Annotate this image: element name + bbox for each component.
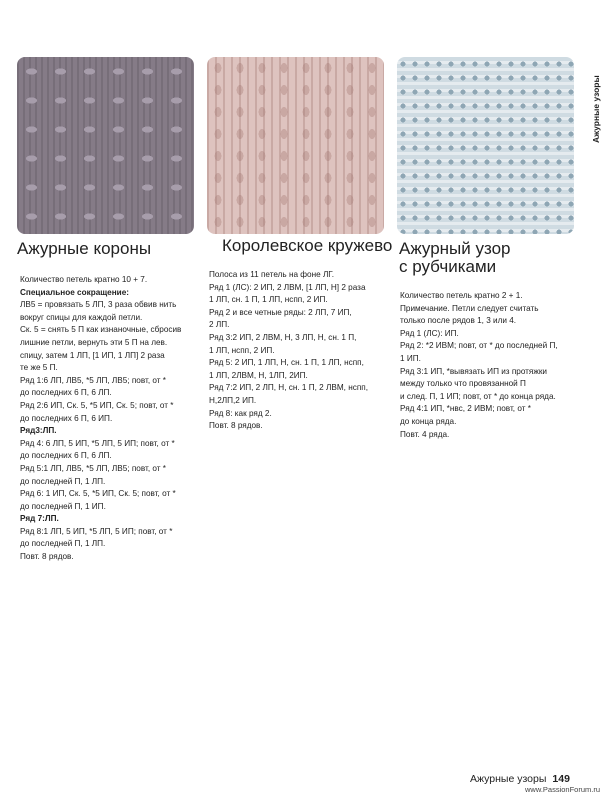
instruction-line: Ряд 5:1 ЛП, ЛВ5, *5 ЛП, ЛВ5; повт, от * <box>20 463 166 473</box>
instruction-line: Специальное сокращение: <box>20 287 129 297</box>
instruction-line: Ряд 6: 1 ИП, Ск. 5, *5 ИП, Ск. 5; повт, от * <box>20 489 176 499</box>
instruction-line: Ряд3:ЛП. <box>20 426 57 436</box>
instruction-line: ЛВ5 = провязать 5 ЛП, 3 раза обвив нить <box>20 300 177 310</box>
instruction-line: Повт. 8 рядов. <box>209 421 263 431</box>
footer-section-label: Ажурные узоры <box>470 773 547 785</box>
pattern-title-ribbed-lace-line1: Ажурный узор <box>399 239 511 258</box>
instruction-line: Н,2ЛП,2 ИП. <box>209 395 257 405</box>
instruction-line: между только что провязанной П <box>400 379 526 389</box>
instruction-line: до последних 6 П, 6 ЛП. <box>20 451 112 461</box>
instruction-line: Ряд 1:6 ЛП, ЛВ5, *5 ЛП, ЛВ5; повт, от * <box>20 375 166 385</box>
instruction-line: до последней П, 1 ЛП. <box>20 476 106 486</box>
instruction-line: Ряд 8:1 ЛП, 5 ИП, *5 ЛП, 5 ИП; повт, от * <box>20 526 173 536</box>
instruction-line: Ряд 1 (ЛС): ИП. <box>400 328 459 338</box>
instruction-line: Повт. 8 рядов. <box>20 552 74 562</box>
instruction-line: лишние петли, вернуть эти 5 П на лев. <box>20 337 168 347</box>
instruction-line: Количество петель кратно 2 + 1. <box>400 291 523 300</box>
instruction-line: 1 ЛП, нспп, 2 ИП. <box>209 345 275 355</box>
instruction-line: 1 ЛП, 2ЛВМ, Н, 1ЛП, 2ИП. <box>209 370 308 380</box>
instruction-line: Ряд 2:6 ИП, Ск. 5, *5 ИП, Ск. 5; повт, от * <box>20 400 174 410</box>
pattern-title-crowns: Ажурные короны <box>17 239 152 258</box>
watermark: www.PassionForum.ru <box>525 785 601 794</box>
knit-swatch-photo-royal-lace <box>207 57 384 234</box>
pattern-instructions-crowns <box>20 274 181 564</box>
instruction-line: до последней П, 1 ЛП. <box>20 539 106 549</box>
instruction-line: спицу, затем 1 ЛП, [1 ИП, 1 ЛП] 2 раза <box>20 350 165 360</box>
knit-swatch-photo-ribbed-lace <box>397 57 574 234</box>
instruction-line: Ряд 7:2 ИП, 2 ЛП, Н, сн. 1 П, 2 ЛВМ, нспп, <box>209 383 368 393</box>
instruction-line: Ряд 8: как ряд 2. <box>209 408 272 418</box>
instruction-line: Ряд 2: *2 ИВМ; повт, от * до последней П, <box>400 341 558 351</box>
instruction-line: Ск. 5 = снять 5 П как изнаночные, сбросив <box>20 325 182 335</box>
instruction-line: 1 ИП. <box>400 353 421 363</box>
instruction-line: до последних 6 П, 6 ИП. <box>20 413 113 423</box>
instruction-line: Примечание. Петли следует считать <box>400 303 539 313</box>
instruction-line: 1 ЛП, сн. 1 П, 1 ЛП, нспп, 2 ИП. <box>209 295 328 305</box>
instruction-line: 2 ЛП. <box>209 320 230 330</box>
instruction-line: Ряд 5: 2 ИП, 1 ЛП, Н, сн. 1 П, 1 ЛП, нспп, <box>209 358 364 368</box>
instruction-line: только после рядов 1, 3 или 4. <box>400 316 517 326</box>
pattern-title-royal-lace: Королевское кружево <box>222 236 393 255</box>
page-footer <box>470 773 570 785</box>
instruction-line: Количество петель кратно 10 + 7. <box>20 275 148 284</box>
instruction-line: и след. П, 1 ИП; повт, от * до конца ряда. <box>400 391 556 401</box>
instruction-line: Ряд 1 (ЛС): 2 ИП, 2 ЛВМ, [1 ЛП, Н] 2 раза <box>209 282 366 292</box>
pattern-instructions-royal-lace <box>209 269 368 433</box>
instruction-line: те же 5 П. <box>20 363 58 373</box>
instruction-line: до последних 6 П, 6 ЛП. <box>20 388 112 398</box>
pattern-instructions-ribbed-lace <box>400 290 558 441</box>
knit-swatch-photo-crowns <box>17 57 194 234</box>
instruction-line: до последней П, 1 ИП. <box>20 501 106 511</box>
instruction-line: Ряд 3:2 ИП, 2 ЛВМ, Н, 3 ЛП, Н, сн. 1 П, <box>209 332 357 342</box>
instruction-line: Ряд 4:1 ИП, *нвс, 2 ИВМ; повт, от * <box>400 404 531 414</box>
instruction-line: Ряд 7:ЛП. <box>20 514 59 524</box>
instruction-line: Ряд 3:1 ИП, *вывязать ИП из протяжки <box>400 366 548 376</box>
pattern-title-ribbed-lace-line2: с рубчиками <box>399 257 497 276</box>
instruction-line: Ряд 4: 6 ЛП, 5 ИП, *5 ЛП, 5 ИП; повт, от * <box>20 438 175 448</box>
section-tab: Ажурные узоры <box>591 75 601 143</box>
instruction-line: Ряд 2 и все четные ряды: 2 ЛП, 7 ИП, <box>209 307 352 317</box>
page-number: 149 <box>552 773 570 785</box>
instruction-line: Полоса из 11 петель на фоне ЛГ. <box>209 270 335 279</box>
instruction-line: вокруг спицы для каждой петли. <box>20 312 143 322</box>
instruction-line: Повт. 4 ряда. <box>400 429 450 439</box>
instruction-line: до конца ряда. <box>400 416 457 426</box>
